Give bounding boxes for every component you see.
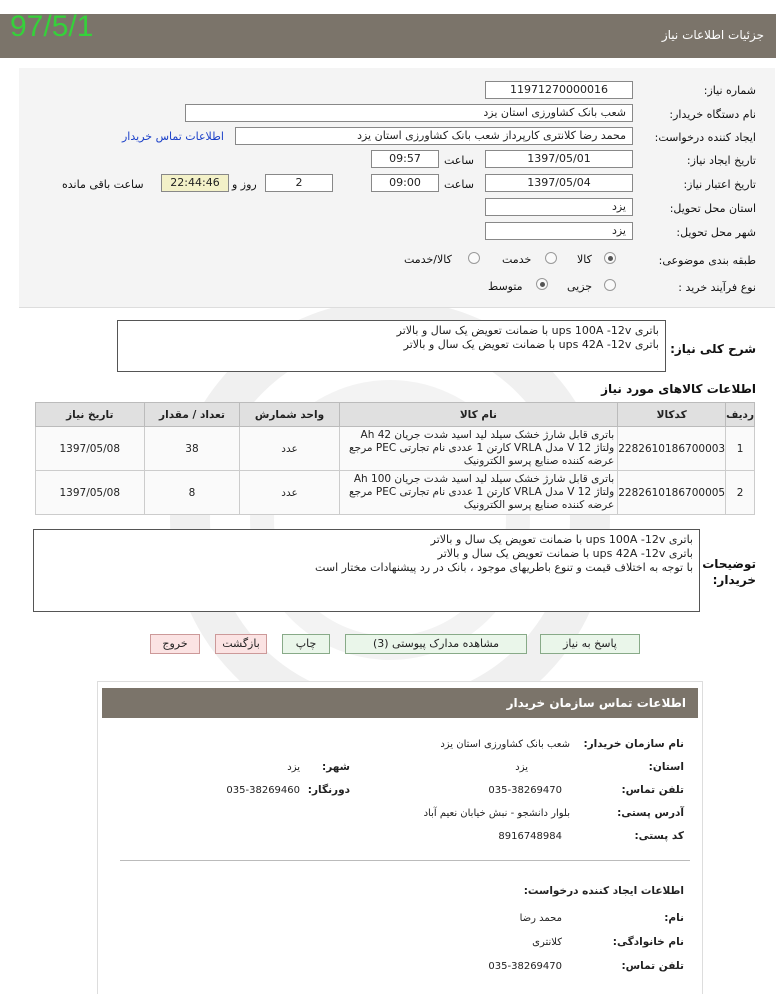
contact-divider [120,860,690,861]
category-label: طبقه بندی موضوعی: [658,254,756,267]
contact-address-value: بلوار دانشجو - نبش خیابان نعیم آباد [423,808,570,819]
need-number-field: 11971270000016 [485,81,633,99]
city-field: یزد [485,222,633,240]
col-code: کدکالا [618,403,726,427]
buyer-notes-box [33,529,700,612]
cell-qty: 38 [144,427,240,471]
page-header [0,14,776,58]
table-row [36,427,755,471]
contact-fax-value: 035-38269460 [226,785,300,796]
need-number-label: شماره نیاز: [703,84,756,97]
page-title: جزئیات اطلاعات نیاز [661,28,764,42]
contact-org-label: نام سازمان خریدار: [583,738,684,750]
contact-postal-label: کد پستی: [634,830,684,842]
notes-line: باتری ups 42A -12v با ضمانت تعویض یک سال و بالاتر [437,547,693,560]
process-radio-minor[interactable] [604,279,616,291]
cell-name: باتری قابل شارژ خشک سیلد لید اسید شدت جریان 42 Ah ولتاژ 12 V مدل VRLA کارتن 1 عددی نام تجارتی PEC مرجع عرضه کننده صنایع پرسو الکترونیک [339,427,618,471]
buyer-org-field: شعب بانک کشاورزی استان یزد [185,104,633,122]
category-radio-goods[interactable] [604,252,616,264]
cell-code: 2282610186700005 [618,471,726,515]
contact-fax-label: دورنگار: [307,784,350,796]
buyer-org-label: نام دستگاه خریدار: [669,108,756,121]
process-radio-medium[interactable] [536,278,548,290]
days-field: 2 [265,174,333,192]
deadline-time-label: ساعت [444,178,474,191]
deadline-label: تاریخ اعتبار نیاز: [683,178,756,191]
contact-province-value: یزد [515,762,528,773]
cell-row: 1 [726,427,755,471]
requester-label: ایجاد کننده درخواست: [654,131,756,144]
creator-phone-value: 035-38269470 [488,961,562,972]
buyer-contact-link[interactable]: اطلاعات تماس خریدار [122,130,224,143]
summary-line: باتری ups 42A -12v با ضمانت تعویض یک سال و بالاتر [403,338,659,351]
exit-button[interactable]: خروج [150,634,200,654]
buyer-contact-card [98,682,702,994]
creator-family-value: کلانتری [532,937,562,948]
summary-label: شرح کلی نیاز: [670,342,756,356]
deadline-date-field: 1397/05/04 [485,174,633,192]
date-stamp: 97/5/1 [10,10,94,43]
col-date: تاریخ نیاز [36,403,145,427]
city-label: شهر محل تحویل: [676,226,756,239]
contact-province-label: استان: [648,761,684,773]
contact-postal-value: 8916748984 [498,831,562,842]
category-radio-service[interactable] [545,252,557,264]
notes-line: با توجه به اختلاف قیمت و تنوع باطریهای موجود ، بانک در رد پیشنهادات مختار است [315,561,693,574]
print-button[interactable]: چاپ [282,634,330,654]
col-name: نام کالا [339,403,618,427]
view-attachments-button[interactable]: مشاهده مدارک پیوستی (3) [345,634,527,654]
creator-section-title: اطلاعات ایجاد کننده درخواست: [523,885,684,897]
category-option-goods: کالا [577,253,592,266]
contact-city-value: یزد [287,762,300,773]
cell-unit: عدد [240,471,339,515]
province-label: استان محل تحویل: [669,202,756,215]
items-table [35,402,755,515]
process-option-medium: متوسط [488,280,523,293]
category-radio-goods-service[interactable] [468,252,480,264]
creator-name-value: محمد رضا [519,913,562,924]
cell-qty: 8 [144,471,240,515]
announce-time-field: 09:57 [371,150,439,168]
creator-name-label: نام: [664,912,684,924]
creator-phone-label: تلفن تماس: [621,960,684,972]
cell-unit: عدد [240,427,339,471]
contact-phone-value: 035-38269470 [488,785,562,796]
remaining-label: ساعت باقی مانده [62,178,144,191]
contact-phone-label: تلفن تماس: [621,784,684,796]
table-row [36,471,755,515]
process-label: نوع فرآیند خرید : [678,281,756,294]
category-option-goods-service: کالا/خدمت [404,253,452,266]
cell-date: 1397/05/08 [36,471,145,515]
remaining-time-field: 22:44:46 [161,174,229,192]
col-unit: واحد شمارش [240,403,339,427]
announce-date-label: تاریخ ایجاد نیاز: [686,154,756,167]
contact-title: اطلاعات تماس سازمان خریدار [102,688,698,718]
announce-date-field: 1397/05/01 [485,150,633,168]
creator-family-label: نام خانوادگی: [612,936,684,948]
cell-name: باتری قابل شارژ خشک سیلد لید اسید شدت جریان 100 Ah ولتاژ 12 V مدل VRLA کارتن 1 عددی نام تجارتی PEC مرجع عرضه کننده صنایع پرسو الکترونیک [339,471,618,515]
deadline-time-field: 09:00 [371,174,439,192]
reply-button[interactable]: پاسخ به نیاز [540,634,640,654]
process-option-minor: جزیی [567,280,593,293]
contact-address-label: آدرس پستی: [617,807,684,819]
items-header-row [36,403,755,427]
contact-org-value: شعب بانک کشاورزی استان یزد [440,739,570,750]
category-option-service: خدمت [502,253,532,266]
contact-city-label: شهر: [322,761,350,773]
province-field: یزد [485,198,633,216]
summary-line: باتری ups 100A -12v با ضمانت تعویض یک سال و بالاتر [396,324,659,337]
requester-field: محمد رضا کلانتری کارپرداز شعب بانک کشاورزی استان یزد [235,127,633,145]
items-section-title: اطلاعات کالاهای مورد نیاز [601,382,756,396]
buyer-notes-label: توضیحات خریدار: [702,557,756,587]
announce-time-label: ساعت [444,154,474,167]
back-button[interactable]: بازگشت [215,634,267,654]
cell-row: 2 [726,471,755,515]
cell-date: 1397/05/08 [36,427,145,471]
col-qty: تعداد / مقدار [144,403,240,427]
cell-code: 2282610186700003 [618,427,726,471]
summary-box [117,320,666,372]
notes-line: باتری ups 100A -12v با ضمانت تعویض یک سال و بالاتر [430,533,693,546]
col-row: ردیف [726,403,755,427]
days-label: روز و [232,178,257,191]
